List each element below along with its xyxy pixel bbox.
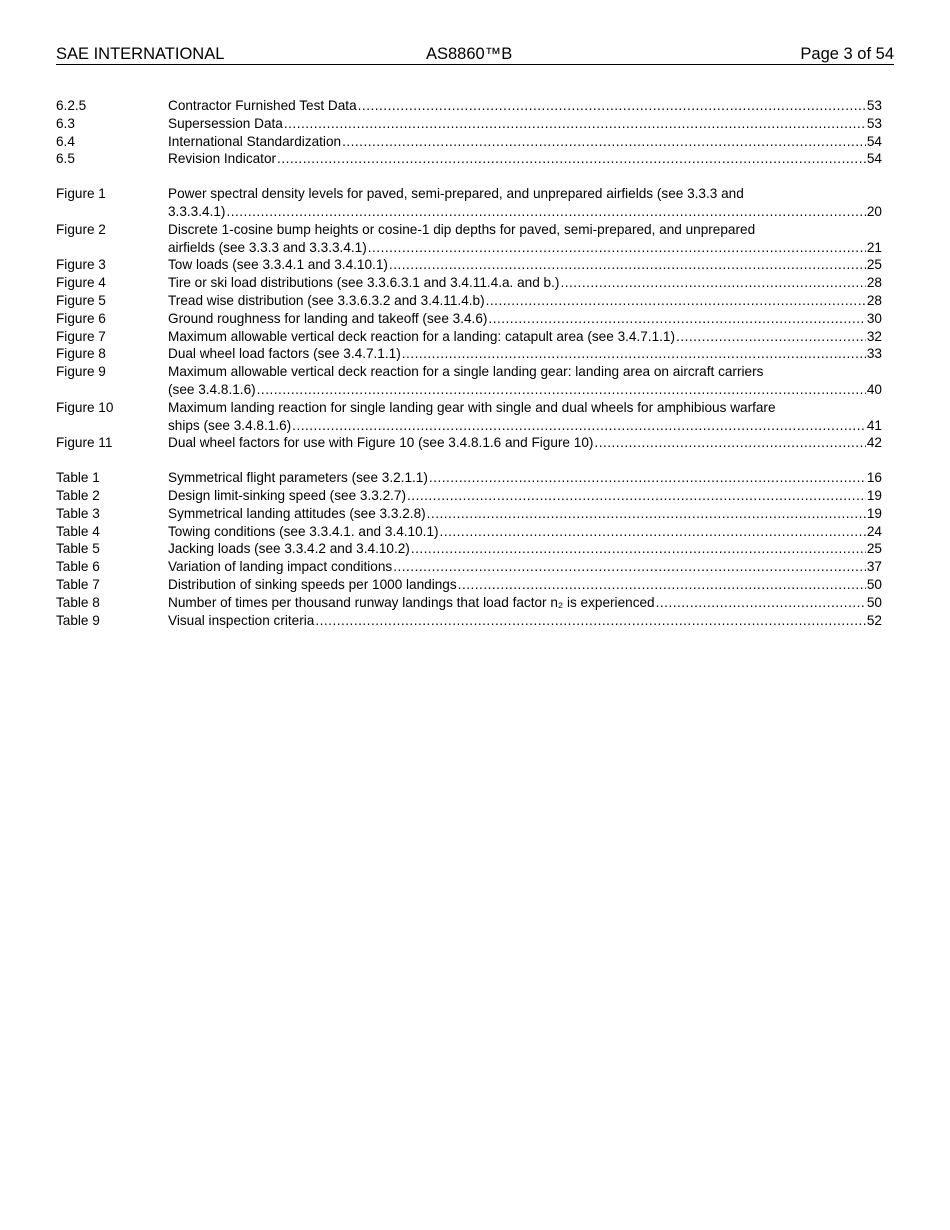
dot-leader <box>393 558 866 576</box>
entry-title: International Standardization <box>168 133 342 149</box>
entry-page-number: 28 <box>866 275 882 291</box>
figure-entry[interactable] <box>56 185 882 221</box>
entry-title: Symmetrical landing attitudes (see 3.3.2.8) <box>168 505 426 521</box>
table-entry[interactable] <box>56 487 882 505</box>
toc-entry[interactable] <box>56 115 882 133</box>
entry-number: Figure 3 <box>56 257 106 273</box>
figures-list <box>56 185 882 452</box>
dot-leader <box>226 203 865 221</box>
entry-page-number: 53 <box>866 115 882 131</box>
entry-page-number: 20 <box>866 203 882 219</box>
entry-title: Ground roughness for landing and takeoff (see 3.4.6) <box>168 310 488 326</box>
toc-entry[interactable] <box>56 97 882 115</box>
dot-leader <box>358 97 866 115</box>
entry-title: Symmetrical flight parameters (see 3.2.1.1) <box>168 470 428 486</box>
entry-title-line: Power spectral density levels for paved, semi-prepared, and unprepared airfields (see 3.3.3 and <box>168 186 744 202</box>
entry-title: Jacking loads (see 3.3.4.2 and 3.4.10.2) <box>168 541 410 557</box>
entry-title: Design limit-sinking speed (see 3.3.2.7) <box>168 487 407 503</box>
entry-number: Figure 6 <box>56 310 106 326</box>
entry-number: Figure 9 <box>56 364 106 380</box>
page-header <box>56 44 894 65</box>
table-entry[interactable] <box>56 576 882 594</box>
dot-leader <box>676 328 866 346</box>
entry-title: Dual wheel load factors (see 3.4.7.1.1) <box>168 346 401 362</box>
table-entry[interactable] <box>56 540 882 558</box>
dot-leader <box>427 505 866 523</box>
dot-leader <box>368 239 866 257</box>
dot-leader <box>488 310 865 328</box>
entry-number: Figure 8 <box>56 346 106 362</box>
entry-title: 3.3.3.4.1) <box>168 203 226 219</box>
entry-number: Figure 7 <box>56 328 106 344</box>
dot-leader <box>315 612 866 630</box>
table-entry[interactable] <box>56 469 882 487</box>
figure-entry[interactable] <box>56 328 882 346</box>
dot-leader <box>389 256 866 274</box>
entry-title: Tread wise distribution (see 3.3.6.3.2 and 3.4.11.4.b) <box>168 292 485 308</box>
entry-title-line: Discrete 1-cosine bump heights or cosine-1 dip depths for paved, semi-prepared, and unprepared <box>168 221 756 237</box>
table-entry[interactable] <box>56 558 882 576</box>
dot-leader <box>292 417 866 435</box>
dot-leader <box>486 292 866 310</box>
entry-page-number: 54 <box>866 151 882 167</box>
entry-number: Figure 5 <box>56 292 106 308</box>
entry-page-number: 28 <box>866 292 882 308</box>
entry-page-number: 19 <box>866 487 882 503</box>
entry-title: Revision Indicator <box>168 151 277 167</box>
entry-number: 6.2.5 <box>56 98 87 113</box>
entry-number: Figure 10 <box>56 399 114 415</box>
entry-number: 6.4 <box>56 133 75 149</box>
entry-number: Table 5 <box>56 541 100 557</box>
entry-page-number: 16 <box>866 470 882 486</box>
entry-title: Visual inspection criteria <box>168 612 315 628</box>
entry-page-number: 25 <box>866 257 882 273</box>
entry-title-line: Maximum landing reaction for single landing gear with single and dual wheels for amphibious warfare <box>168 399 776 415</box>
dot-leader <box>429 469 866 487</box>
entry-title: Supersession Data <box>168 115 283 131</box>
tables-list <box>56 469 882 629</box>
table-entry[interactable] <box>56 505 882 523</box>
dot-leader <box>257 381 866 399</box>
entry-number: 6.3 <box>56 115 75 131</box>
entry-page-number: 53 <box>866 98 882 113</box>
entry-page-number: 50 <box>866 576 882 592</box>
document-number: AS8860™B <box>426 45 513 63</box>
entry-number: Figure 4 <box>56 275 106 291</box>
entry-title: airfields (see 3.3.3 and 3.3.3.4.1) <box>168 239 367 255</box>
entry-number: Figure 1 <box>56 186 106 202</box>
dot-leader <box>402 345 866 363</box>
entry-title: Tow loads (see 3.3.4.1 and 3.4.10.1) <box>168 257 388 273</box>
entry-number: Table 2 <box>56 487 100 503</box>
entry-page-number: 30 <box>866 310 882 326</box>
entry-number: Table 6 <box>56 559 100 575</box>
entry-number: 6.5 <box>56 151 75 167</box>
entry-title-line: Maximum allowable vertical deck reaction for a single landing gear: landing area on aircraft carriers <box>168 364 764 380</box>
entry-title: Distribution of sinking speeds per 1000 landings <box>168 576 457 592</box>
entry-page-number: 24 <box>866 523 882 539</box>
dot-leader <box>458 576 866 594</box>
figure-entry[interactable] <box>56 310 882 328</box>
dot-leader <box>407 487 866 505</box>
entry-page-number: 25 <box>866 541 882 557</box>
figure-entry[interactable] <box>56 274 882 292</box>
entry-number: Figure 11 <box>56 435 113 451</box>
entry-title: Variation of landing impact conditions <box>168 559 393 575</box>
entry-title: (see 3.4.8.1.6) <box>168 381 256 397</box>
entry-number: Figure 2 <box>56 221 106 237</box>
entry-title: Maximum allowable vertical deck reaction for a landing: catapult area (see 3.4.7.1.1) <box>168 328 676 344</box>
entry-number: Table 4 <box>56 523 100 539</box>
page-number: Page 3 of 54 <box>800 45 894 63</box>
entry-page-number: 32 <box>866 328 882 344</box>
table-entry[interactable] <box>56 594 882 612</box>
table-entry[interactable] <box>56 523 882 541</box>
entry-page-number: 42 <box>866 435 882 451</box>
figure-entry[interactable] <box>56 399 882 435</box>
entry-title: ships (see 3.4.8.1.6) <box>168 417 292 433</box>
entry-page-number: 41 <box>866 417 882 433</box>
entry-page-number: 37 <box>866 559 882 575</box>
toc-entry[interactable] <box>56 133 882 151</box>
entry-number: Table 8 <box>56 594 100 610</box>
publisher-name: SAE INTERNATIONAL <box>56 45 225 63</box>
entry-title: Number of times per thousand runway landings that load factor n₂ is experienced <box>168 594 655 610</box>
figure-entry[interactable] <box>56 292 882 310</box>
entry-page-number: 40 <box>866 381 882 397</box>
dot-leader <box>411 540 866 558</box>
entry-number: Table 3 <box>56 505 100 521</box>
entry-page-number: 21 <box>866 239 882 255</box>
dot-leader <box>594 434 865 452</box>
entry-number: Table 1 <box>56 470 100 486</box>
entry-page-number: 33 <box>866 346 882 362</box>
entry-page-number: 19 <box>866 505 882 521</box>
dot-leader <box>342 133 866 151</box>
entry-title: Dual wheel factors for use with Figure 10 (see 3.4.8.1.6 and Figure 10) <box>168 435 594 451</box>
toc-entry[interactable] <box>56 150 882 168</box>
table-of-contents <box>56 97 882 646</box>
entry-number: Table 9 <box>56 612 100 628</box>
figure-entry[interactable] <box>56 434 882 452</box>
figure-entry[interactable] <box>56 363 882 399</box>
dot-leader <box>277 150 866 168</box>
dot-leader <box>440 523 866 541</box>
entry-title: Towing conditions (see 3.3.4.1. and 3.4.10.1) <box>168 523 439 539</box>
dot-leader <box>284 115 866 133</box>
dot-leader <box>656 594 866 612</box>
entry-title: Contractor Furnished Test Data <box>168 98 357 113</box>
entry-title: Tire or ski load distributions (see 3.3.6.3.1 and 3.4.11.4.a. and b.) <box>168 275 560 291</box>
entry-page-number: 54 <box>866 133 882 149</box>
table-entry[interactable] <box>56 612 882 630</box>
figure-entry[interactable] <box>56 345 882 363</box>
figure-entry[interactable] <box>56 221 882 257</box>
figure-entry[interactable] <box>56 256 882 274</box>
dot-leader <box>560 274 865 292</box>
entry-page-number: 50 <box>866 594 882 610</box>
entry-number: Table 7 <box>56 576 100 592</box>
entry-page-number: 52 <box>866 612 882 628</box>
contents-list <box>56 97 882 168</box>
